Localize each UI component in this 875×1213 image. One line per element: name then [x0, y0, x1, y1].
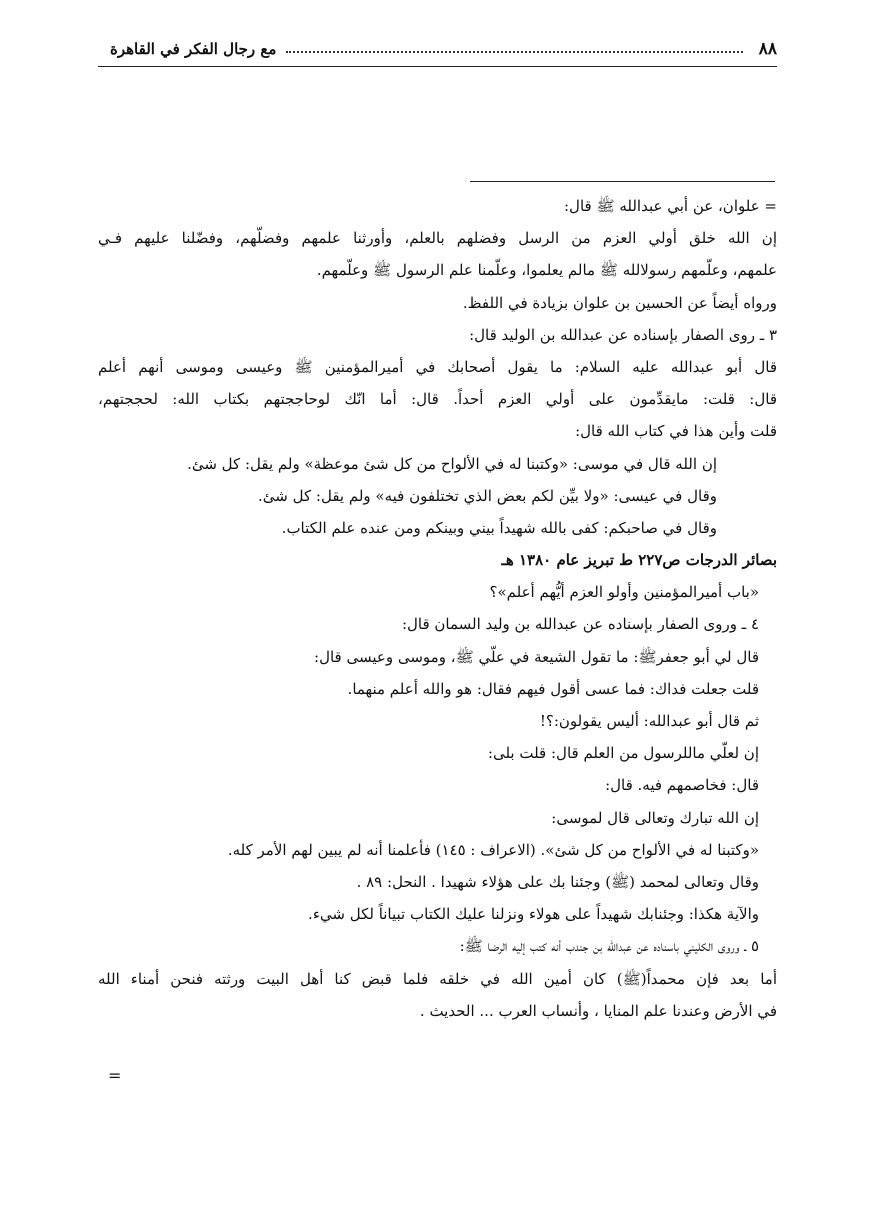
continuation-mark: =: [108, 1066, 122, 1085]
text-line: قلت جعلت فداك: فما عسى أقول فيهم فقال: هو والله أعلم منهما.: [347, 679, 759, 698]
text-line: إن الله خلق أولي العزم من الرسل وفضلهم بالعلم، وأورثنا علمهم وفضلّهم، وفضّلنا عليهم فـي: [98, 229, 777, 248]
text-line: أما بعد فإن محمداً(ﷺ) كان أمين الله في خلقه فلما قبض كنا أهل البيت ورثته فنحن أمناء الله: [98, 969, 777, 988]
text-line: والآية هكذا: وجئنابك شهيداً على هولاء ونزلنا عليك الكتاب تبياناً لكل شيء.: [308, 905, 759, 924]
body-text: [98, 190, 777, 1027]
text-line: «وكتبنا له في الألواح من كل شئ». (الاعراف : ١٤٥) فأعلمنا أنه لم يبين لهم الأمر كله.: [227, 840, 759, 859]
text-line: ٤ ـ وروى الصفار بإسناده عن عبدالله بن وليد السمان قال:: [401, 615, 759, 634]
text-line: قال أبو عبدالله عليه السلام: ما يقول أصحابك في أميرالمؤمنين ﷺ وعيسى وموسى أنهم أعلم: [98, 357, 777, 376]
text-line: إن لعلّي ماللرسول من العلم قال: قلت بلى:: [487, 744, 759, 763]
text-line: إن الله تبارك وتعالى قال لموسى:: [551, 808, 759, 827]
text-line: إن الله قال في موسى: «وكتبنا له في الألواح من كل شئ موعظة» ولم يقل: كل شئ.: [187, 454, 717, 473]
text-line: قال: قلت: مايقدِّمون على أولي العزم أحداً. قال: أما انّك لوحاججتهم بكتاب الله: لحججتهم،: [98, 390, 777, 409]
page-number: ٨٨: [758, 39, 777, 59]
text-line: قال: فخاصمهم فيه. قال:: [605, 776, 759, 795]
text-line: وقال في عيسى: «ولا بيِّن لكم بعض الذي تختلفون فيه» ولم يقل: كل شئ.: [258, 486, 717, 505]
text-line: ثم قال أبو عبدالله: أليس يقولون:؟!: [539, 712, 759, 730]
footnote-rule: [470, 181, 775, 182]
text-line: قلت وأين هذا في كتاب الله قال:: [575, 422, 777, 441]
text-line: = علوان، عن أبي عبدالله ﷺ قال:: [564, 197, 777, 215]
text-line: ٥ ـ وروى الكليني باسناده عن عبدالله بن جندب أنه كتب إليه الرضا ﷺ:: [459, 937, 759, 956]
text-line: وقال في صاحبكم: كفى بالله شهيداً بيني وبينكم ومن عنده علم الكتاب.: [281, 518, 717, 537]
text-line: «باب أميرالمؤمنين وأولو العزم أيُّهم أعلم»؟: [489, 583, 759, 602]
text-line: علمهم، وعلّمهم رسولالله ﷺ مالم يعلموا، وعلّمنا علم الرسول ﷺ وعلّمهم.: [316, 261, 777, 280]
text-line: في الأرض وعندنا علم المنايا ، وأنساب العرب ... الحديث .: [419, 1001, 777, 1020]
text-line: بصائر الدرجات ص٢٢٧ ط تبريز عام ١٣٨٠ هـ: [501, 551, 777, 570]
text-line: ٣ ـ روى الصفار بإسناده عن عبدالله بن الوليد قال:: [469, 325, 777, 344]
running-title: مع رجال الفكر في القاهرة: [110, 40, 277, 58]
header-rule: [98, 66, 777, 67]
text-line: قال لي أبو جعفرﷺ: ما تقول الشيعة في علّي ﷺ، وموسى وعيسى قال:: [314, 647, 759, 666]
dotted-leader: [286, 51, 742, 53]
text-line: وقال وتعالى لمحمد (ﷺ) وجئنا بك على هؤلاء شهيدا . النحل: ٨٩ .: [356, 872, 759, 891]
page-header: [110, 34, 777, 64]
text-line: ورواه أيضاً عن الحسين بن علوان بزيادة في اللفظ.: [462, 293, 777, 312]
